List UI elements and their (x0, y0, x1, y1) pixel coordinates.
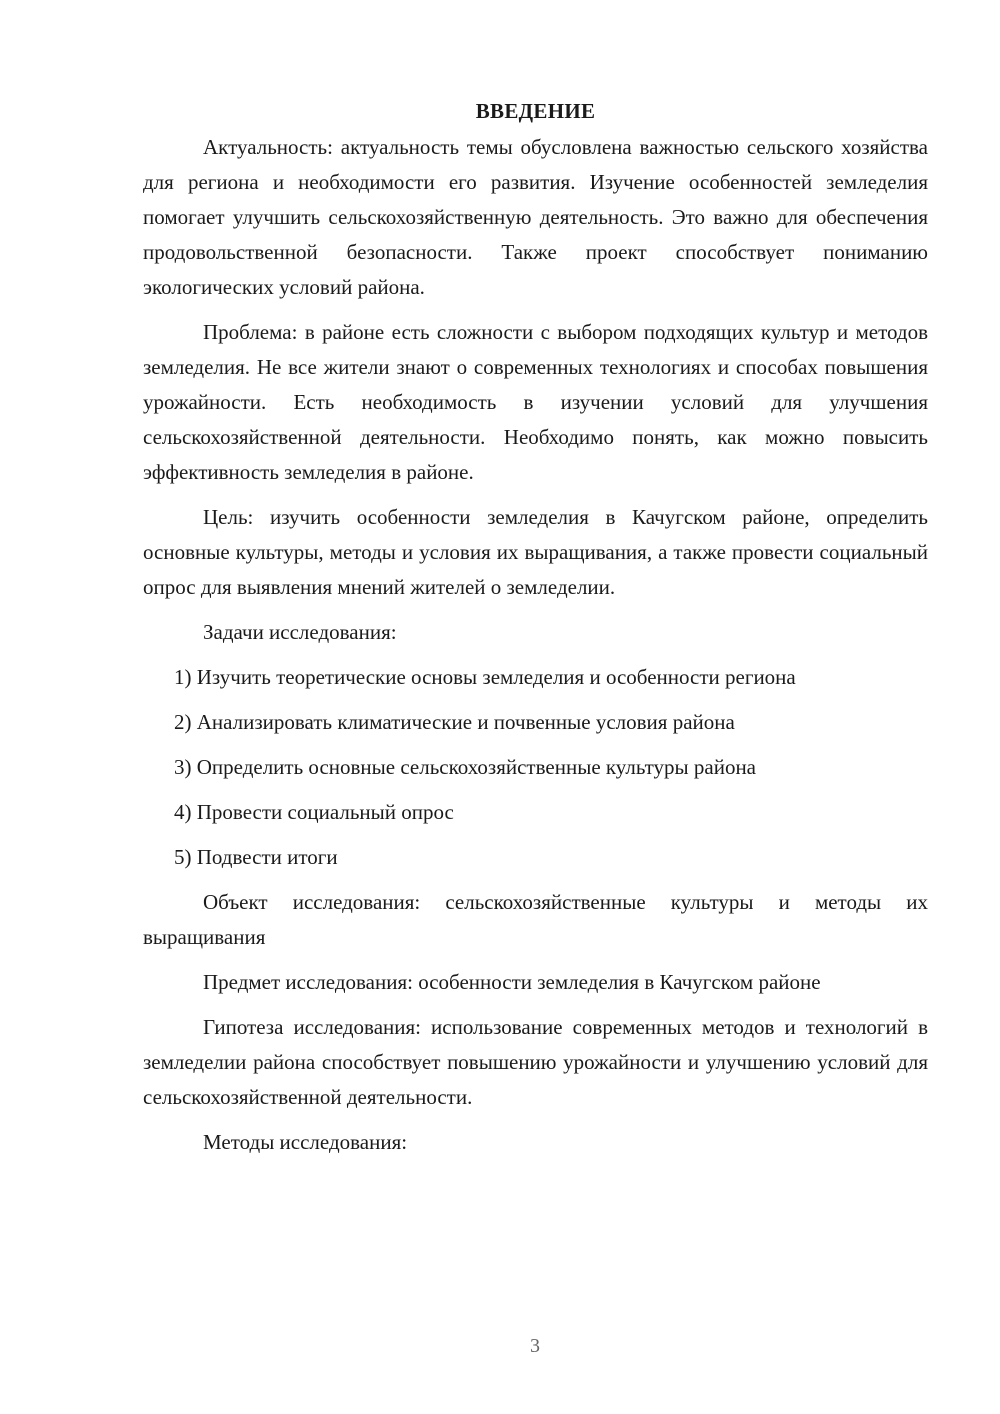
paragraph-tasks-heading: Задачи исследования: (203, 620, 397, 644)
paragraph-hypothesis: Гипотеза исследования: использование современных методов и технологий в земледелии района способствует повышению урожайности и улучшению условий для сельскохозяйственной деятельности. (143, 1015, 928, 1109)
page-number: 3 (530, 1335, 540, 1357)
paragraph-relevance: Актуальность: актуальность темы обусловлена важностью сельского хозяйства для региона и необходимости его развития. Изучение особенностей земледелия помогает улучшить сельскохозяйственную деятельность. Это важно для обеспечения продовольственной безопасности. Также проект способствует пониманию экологических условий района. (143, 135, 928, 299)
list-item: 4) Провести социальный опрос (174, 800, 454, 824)
paragraph-methods: Методы исследования: (203, 1130, 408, 1154)
list-item: 2) Анализировать климатические и почвенные условия района (174, 710, 735, 734)
document-page (143, 96, 928, 1170)
paragraph-problem: Проблема: в районе есть сложности с выбором подходящих культур и методов земледелия. Не все жители знают о современных технологиях и способах повышения урожайности. Есть необходимость в изучении условий для улучшения сельскохозяйственной деятельности. Необходимо понять, как можно повысить эффективность земледелия в районе. (143, 320, 928, 484)
section-title: ВВЕДЕНИЕ (475, 99, 596, 123)
list-item: 5) Подвести итоги (174, 845, 338, 869)
list-item: 1) Изучить теоретические основы земледелия и особенности региона (174, 665, 796, 689)
paragraph-subject: Предмет исследования: особенности земледелия в Качугском районе (203, 970, 821, 994)
paragraph-object: Объект исследования: сельскохозяйственные культуры и методы их выращивания (143, 890, 928, 949)
paragraph-goal: Цель: изучить особенности земледелия в Качугском районе, определить основные культуры, методы и условия их выращивания, а также провести социальный опрос для выявления мнений жителей о земледелии. (143, 505, 928, 599)
list-item: 3) Определить основные сельскохозяйственные культуры района (174, 755, 757, 779)
